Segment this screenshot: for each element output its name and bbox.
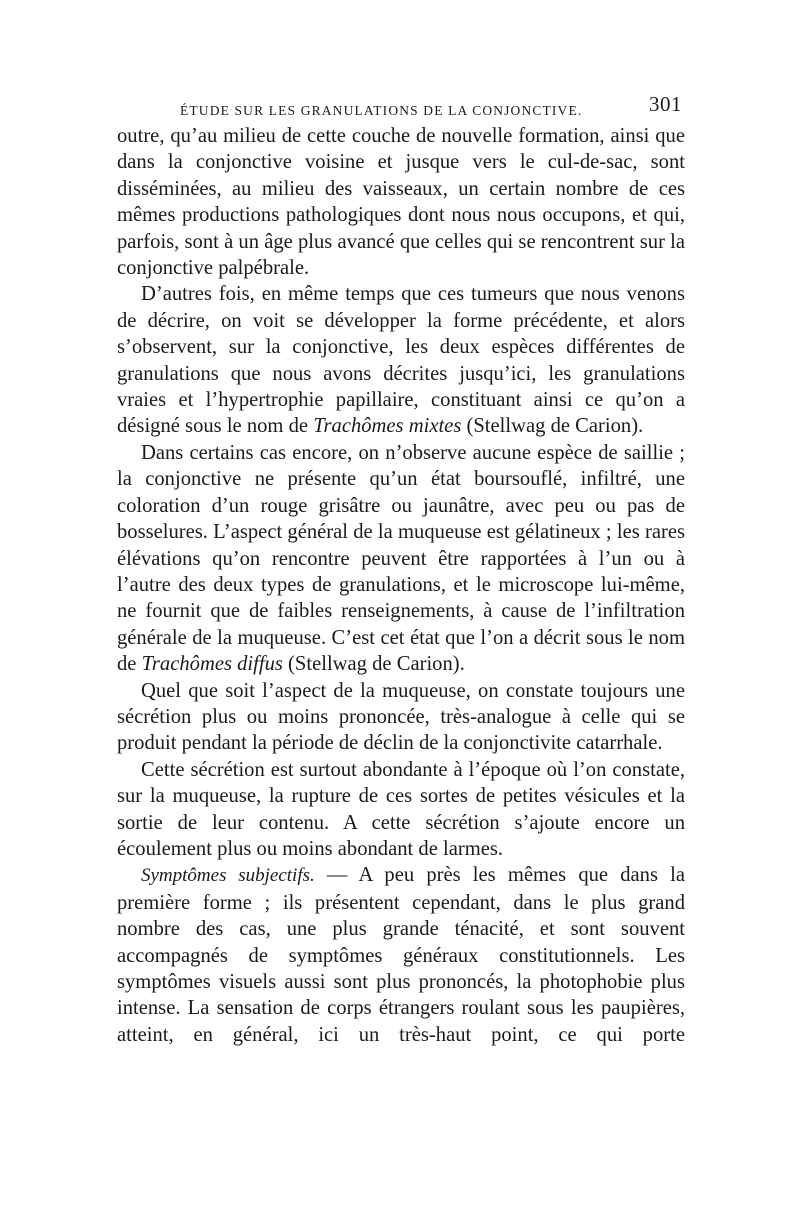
- paragraph-text: — A peu près les mêmes que dans la première forme ; ils présentent cependant, dans le plus grand nombre des cas, une plus grande ténacité, et sont souvent accompagnés de symptômes généraux constitutionnels. Les symptômes visuels aussi sont plus prononcés, la photophobie plus intense. La sensation de corps étrangers roulant sous les paupières, atteint, en général, ici un très-haut point, ce qui porte: [117, 864, 685, 1046]
- paragraph-text: Dans certains cas encore, on n’observe aucune espèce de saillie ; la conjonctive ne présente qu’un état boursouflé, infiltré, une coloration d’un rouge grisâtre ou jaunâtre, avec peu ou pas de bosselures. L’aspect général de la muqueuse est gélatineux ; les rares élévations qu’on rencontre peuvent être rapportées à l’un ou à l’autre des deux types de granulations, et le microscope lui-même, ne fournit que de faibles renseignements, à cause de l’infiltration générale de la muqueuse. C’est cet état que l’on a décrit sous le nom de: [117, 441, 685, 676]
- paragraph-secretion: Quel que soit l’aspect de la muqueuse, on constate toujours une sécrétion plus ou moins prononcée, très-analogue à celle qui se produit pendant la période de déclin de la conjonctivite catarrhale.: [117, 679, 685, 755]
- book-page: [117, 92, 685, 1048]
- page-header: [117, 92, 685, 118]
- term-trachomes-mixtes: Trachômes mixtes: [313, 415, 462, 438]
- running-title: ÉTUDE SUR LES GRANULATIONS DE LA CONJONCTIVE.: [180, 103, 583, 118]
- paragraph-text: (Stellwag de Carion).: [461, 415, 644, 438]
- paragraph-trachomes-diffus: [117, 440, 685, 678]
- paragraph-text: (Stellwag de Carion).: [282, 653, 465, 676]
- paragraph-trachomes-mixtes: [117, 281, 685, 439]
- paragraph-continued: outre, qu’au milieu de cette couche de nouvelle formation, ainsi que dans la conjonctive voisine et jusque vers le cul-de-sac, sont disséminées, au milieu des vaisseaux, un certain nombre de ces mêmes productions pathologiques dont nous nous occupons, et qui, parfois, sont à un âge plus avancé que celles qui se rencontrent sur la conjonctive palpébrale.: [117, 125, 685, 280]
- paragraph-subjective-symptoms: [117, 862, 685, 1048]
- paragraph-text: D’autres fois, en même temps que ces tumeurs que nous venons de décrire, on voit se développer la forme précédente, et alors s’observent, sur la conjonctive, les deux espèces différentes de granulations que nous avons décrites jusqu’ici, les granulations vraies et l’hypertrophie papillaire, constituant ainsi ce qu’on a désigné sous le nom de: [117, 283, 685, 438]
- paragraph-abundance: Cette sécrétion est surtout abondante à l’époque où l’on constate, sur la muqueuse, la rupture de ces sortes de petites vésicules et la sortie de leur contenu. A cette sécrétion s’ajoute encore un écoulement plus ou moins abondant de larmes.: [117, 758, 685, 860]
- page-number: 301: [649, 92, 682, 116]
- body-text: [117, 123, 685, 1048]
- section-heading-symptomes-subjectifs: Symptômes subjectifs.: [141, 865, 315, 887]
- term-trachomes-diffus: Trachômes diffus: [141, 653, 283, 676]
